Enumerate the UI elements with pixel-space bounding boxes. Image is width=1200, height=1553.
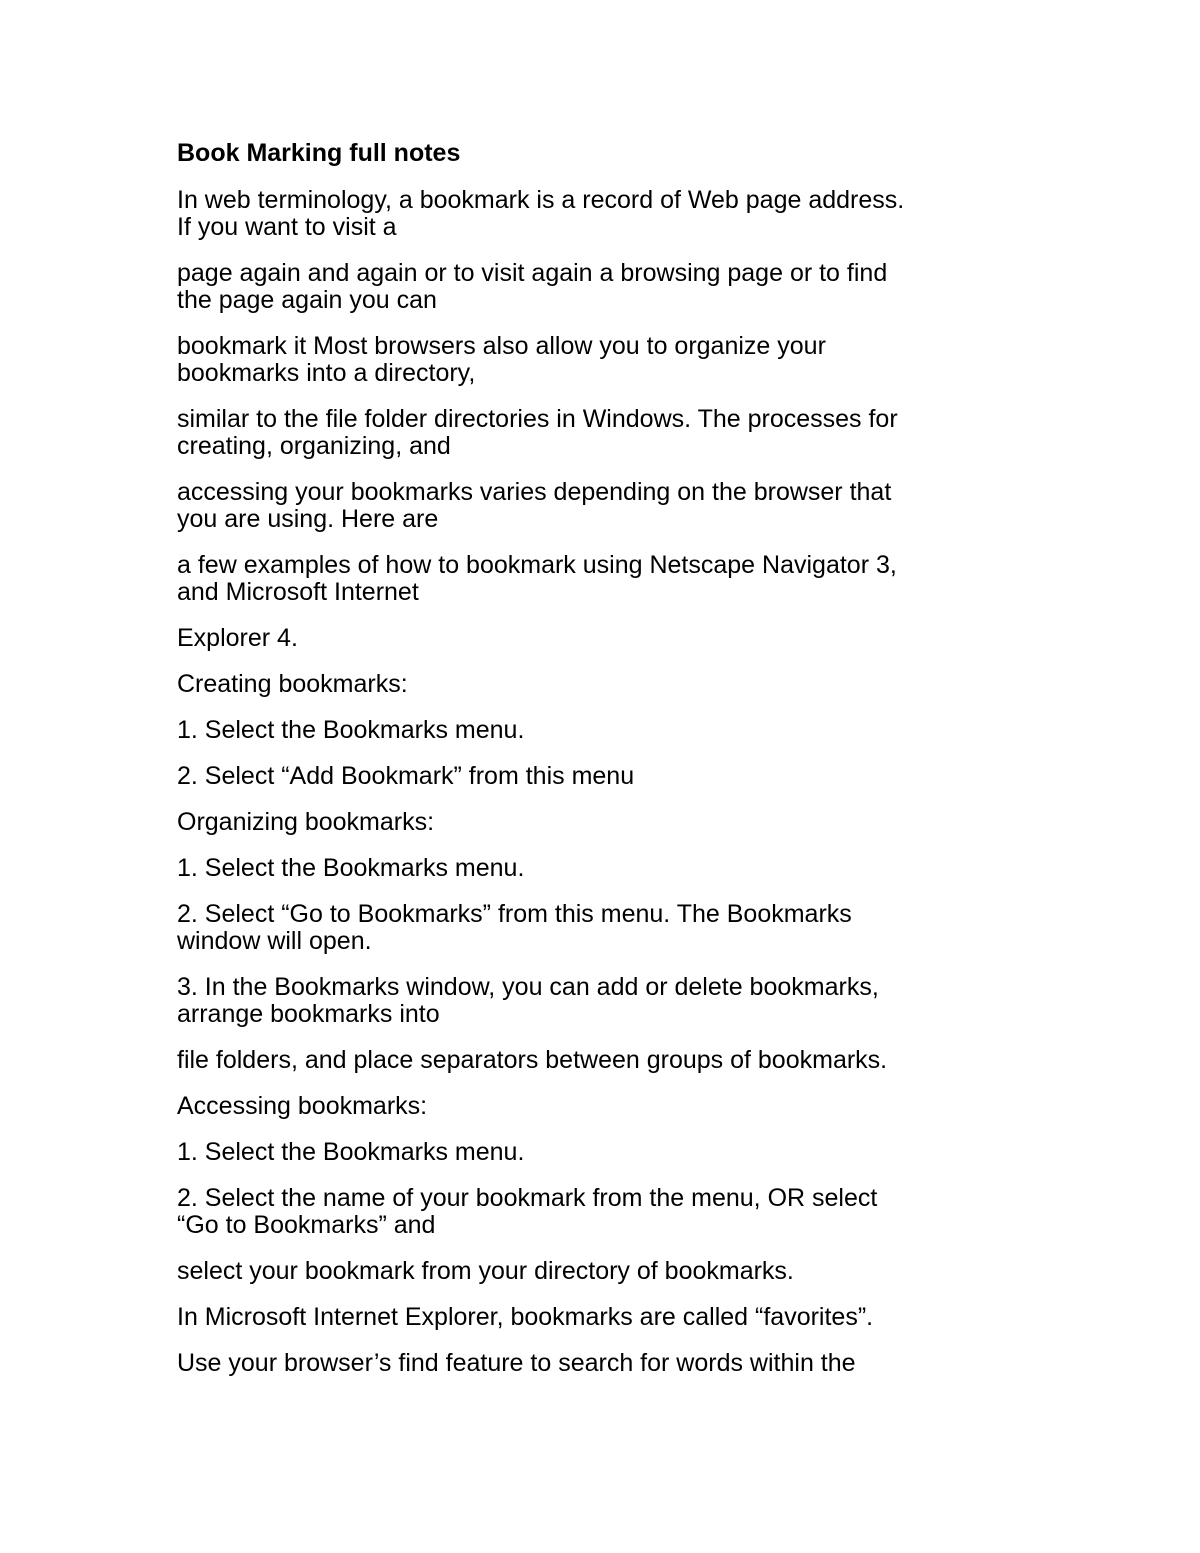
paragraph — [177, 974, 1037, 1028]
text-line: bookmark it Most browsers also allow you to organize your — [177, 332, 826, 360]
paragraph — [177, 1350, 1037, 1377]
document-title: Book Marking full notes — [177, 139, 461, 167]
text-line: 1. Select the Bookmarks menu. — [177, 854, 525, 882]
paragraph — [177, 260, 1037, 314]
text-line: the page again you can — [177, 286, 437, 314]
paragraph — [177, 479, 1037, 533]
text-line: Organizing bookmarks: — [177, 808, 435, 836]
paragraph — [177, 1185, 1037, 1239]
text-line: select your bookmark from your directory of bookmarks. — [177, 1257, 794, 1285]
text-line: In Microsoft Internet Explorer, bookmarks are called “favorites”. — [177, 1303, 874, 1331]
paragraph — [177, 552, 1037, 606]
text-line: 2. Select the name of your bookmark from the menu, OR select — [177, 1184, 878, 1212]
paragraph — [177, 406, 1037, 460]
text-line: Creating bookmarks: — [177, 670, 408, 698]
paragraph-list — [177, 187, 1037, 1377]
paragraph — [177, 671, 1037, 698]
text-line: bookmarks into a directory, — [177, 359, 476, 387]
text-line: 3. In the Bookmarks window, you can add or delete bookmarks, — [177, 973, 879, 1001]
paragraph — [177, 625, 1037, 652]
text-line: 1. Select the Bookmarks menu. — [177, 716, 525, 744]
paragraph — [177, 1139, 1037, 1166]
text-line: window will open. — [177, 927, 372, 955]
text-line: If you want to visit a — [177, 213, 397, 241]
text-line: Accessing bookmarks: — [177, 1092, 428, 1120]
text-line: Use your browser’s find feature to search for words within the — [177, 1349, 856, 1377]
text-line: arrange bookmarks into — [177, 1000, 440, 1028]
text-line: similar to the file folder directories in Windows. The processes for — [177, 405, 898, 433]
paragraph — [177, 855, 1037, 882]
text-line: Explorer 4. — [177, 624, 298, 652]
paragraph — [177, 901, 1037, 955]
text-line: file folders, and place separators between groups of bookmarks. — [177, 1046, 888, 1074]
paragraph — [177, 809, 1037, 836]
document-body — [177, 137, 1037, 1396]
text-line: 1. Select the Bookmarks menu. — [177, 1138, 525, 1166]
text-line: creating, organizing, and — [177, 432, 451, 460]
text-line: 2. Select “Add Bookmark” from this menu — [177, 762, 635, 790]
paragraph — [177, 763, 1037, 790]
paragraph — [177, 1304, 1037, 1331]
paragraph — [177, 717, 1037, 744]
text-line: “Go to Bookmarks” and — [177, 1211, 436, 1239]
text-line: accessing your bookmarks varies depending on the browser that — [177, 478, 892, 506]
text-line: 2. Select “Go to Bookmarks” from this menu. The Bookmarks — [177, 900, 852, 928]
text-line: you are using. Here are — [177, 505, 439, 533]
paragraph — [177, 333, 1037, 387]
paragraph — [177, 1258, 1037, 1285]
text-line: page again and again or to visit again a browsing page or to find — [177, 259, 888, 287]
text-line: In web terminology, a bookmark is a record of Web page address. — [177, 186, 905, 214]
paragraph — [177, 187, 1037, 241]
paragraph — [177, 1047, 1037, 1074]
text-line: and Microsoft Internet — [177, 578, 419, 606]
paragraph — [177, 1093, 1037, 1120]
text-line: a few examples of how to bookmark using Netscape Navigator 3, — [177, 551, 897, 579]
